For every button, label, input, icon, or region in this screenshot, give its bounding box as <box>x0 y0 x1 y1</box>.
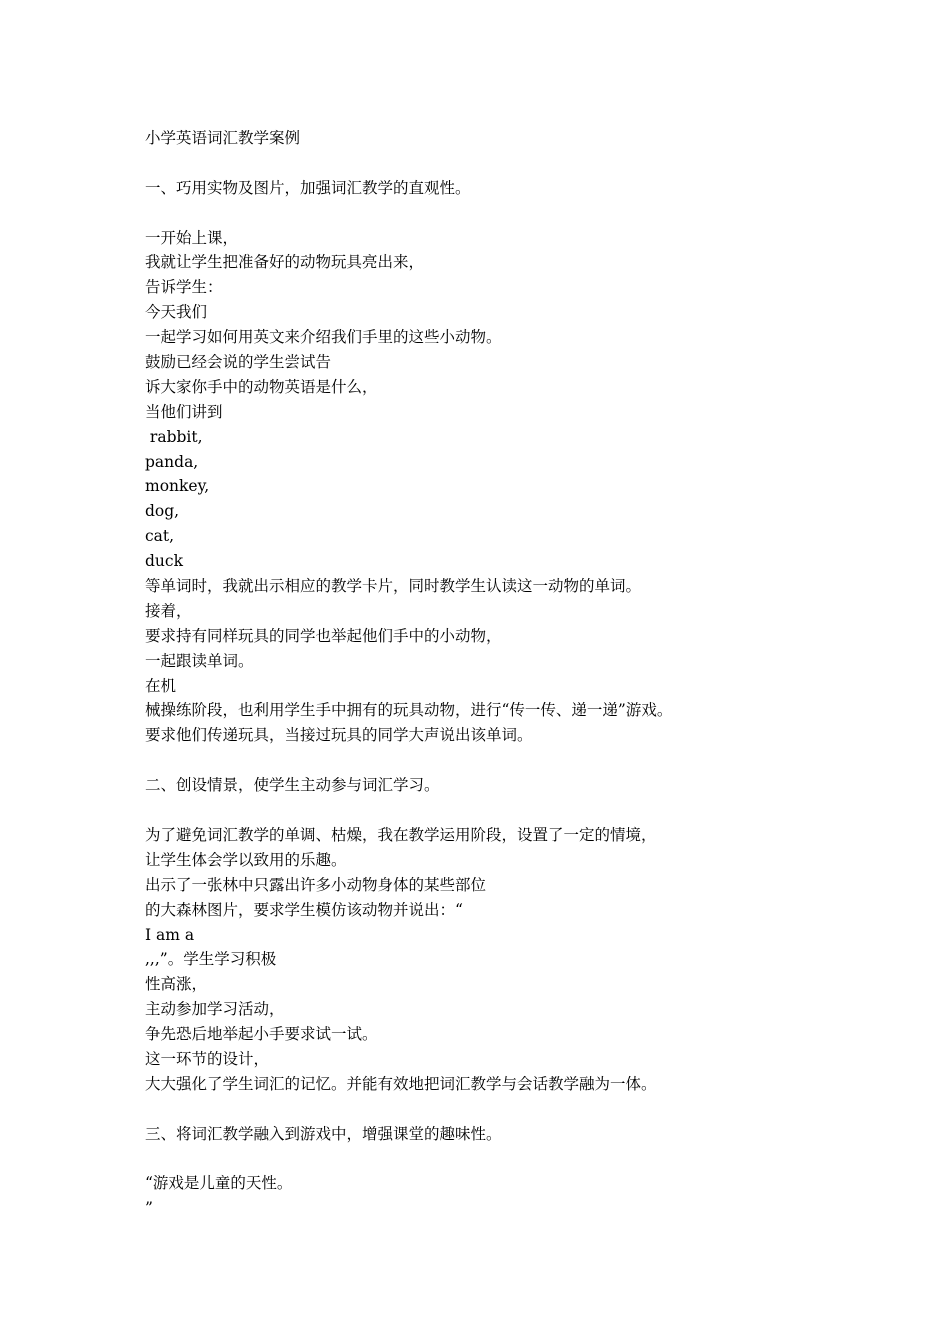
section-1-line: 当他们讲到 <box>145 402 223 421</box>
section-1-line: 一起学习如何用英文来介绍我们手里的这些小动物。 <box>145 328 502 347</box>
blank-line <box>145 798 845 823</box>
section-1-line: 鼓励已经会说的学生尝试告 <box>145 353 332 372</box>
section-2-line: 的大森林图片，要求学生模仿该动物并说出：“ <box>145 900 463 919</box>
document-page <box>145 126 845 1221</box>
section-3-line: “游戏是儿童的天性。 <box>145 1174 293 1193</box>
blank-line <box>145 1147 845 1172</box>
blank-line <box>145 748 845 773</box>
section-1-line: 告诉学生： <box>145 278 223 297</box>
section-1-line: 在机 <box>145 676 177 695</box>
section-2-line: ,,,”。学生学习积极 <box>145 950 277 969</box>
blank-line <box>145 151 845 176</box>
section-2-line: 为了避免词汇教学的单调、枯燥，我在教学运用阶段，设置了一定的情境， <box>145 825 657 844</box>
section-1-line: 等单词时，我就出示相应的教学卡片，同时教学生认读这一动物的单词。 <box>145 577 642 596</box>
section-2-line: 这一环节的设计， <box>145 1049 270 1068</box>
section-1-line: 一起跟读单词。 <box>145 651 254 670</box>
section-1-line: cat, <box>145 527 175 546</box>
section-3-heading: 三、将词汇教学融入到游戏中，增强课堂的趣味性。 <box>145 1124 502 1143</box>
section-1-line: dog, <box>145 502 180 521</box>
section-1-line: 诉大家你手中的动物英语是什么， <box>145 377 378 396</box>
section-2-line: 争先恐后地举起小手要求试一试。 <box>145 1025 378 1044</box>
section-3-line: ” <box>145 1199 153 1218</box>
section-1-line: rabbit, <box>145 427 203 446</box>
document-title: 小学英语词汇教学案例 <box>145 129 301 147</box>
section-2-heading: 二、创设情景，使学生主动参与词汇学习。 <box>145 776 440 795</box>
section-1-line: 我就让学生把准备好的动物玩具亮出来， <box>145 253 425 272</box>
section-2-line: 让学生体会学以致用的乐趣。 <box>145 850 347 869</box>
section-1-heading: 一、巧用实物及图片，加强词汇教学的直观性。 <box>145 178 471 197</box>
section-2-line: 主动参加学习活动， <box>145 1000 285 1019</box>
section-2-line: 性高涨， <box>145 975 208 994</box>
section-2-line: 出示了一张林中只露出许多小动物身体的某些部位 <box>145 875 487 894</box>
section-1-line: 要求持有同样玩具的同学也举起他们手中的小动物， <box>145 626 502 645</box>
blank-line <box>145 1097 845 1122</box>
blank-line <box>145 201 845 226</box>
section-1-line: 今天我们 <box>145 303 208 322</box>
section-2-line: 大大强化了学生词汇的记忆。并能有效地把词汇教学与会话教学融为一体。 <box>145 1074 657 1093</box>
section-1-line: 一开始上课， <box>145 228 239 247</box>
section-1-line: 接着， <box>145 601 192 620</box>
section-1-line: panda, <box>145 452 199 471</box>
section-1-line: duck <box>145 552 183 571</box>
section-1-line: monkey, <box>145 477 210 496</box>
section-1-line: 要求他们传递玩具，当接过玩具的同学大声说出该单词。 <box>145 726 533 745</box>
section-2-line: I am a <box>145 925 195 944</box>
section-1-line: 械操练阶段，也利用学生手中拥有的玩具动物，进行“传一传、递一递”游戏。 <box>145 701 673 720</box>
